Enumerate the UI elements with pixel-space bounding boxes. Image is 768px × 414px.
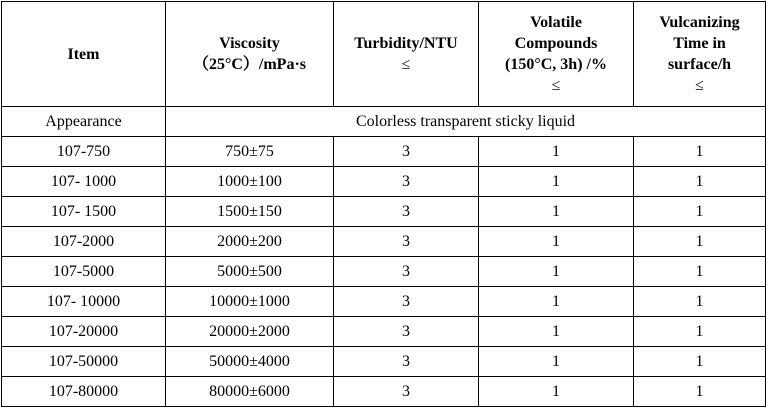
cell-viscosity: 1500±150 — [166, 197, 334, 227]
cell-vulcanizing: 1 — [634, 227, 766, 257]
header-viscosity-unit: （25°C）/mPa·s — [192, 56, 307, 73]
table-row — [2, 197, 766, 227]
cell-viscosity: 2000±200 — [166, 227, 334, 257]
cell-vulcanizing: 1 — [634, 197, 766, 227]
cell-volatile: 1 — [479, 227, 634, 257]
table-row — [2, 227, 766, 257]
cell-viscosity: 20000±2000 — [166, 317, 334, 347]
cell-turbidity: 3 — [334, 257, 479, 287]
header-volatile-limit-symbol: ≤ — [551, 77, 561, 94]
cell-item: 107- 1000 — [2, 167, 166, 197]
table-row — [2, 377, 766, 407]
cell-turbidity: 3 — [334, 167, 479, 197]
cell-viscosity: 10000±1000 — [166, 287, 334, 317]
cell-volatile: 1 — [479, 137, 634, 167]
cell-viscosity: 1000±100 — [166, 167, 334, 197]
cell-vulcanizing: 1 — [634, 377, 766, 407]
cell-volatile: 1 — [479, 317, 634, 347]
header-turbidity-label: Turbidity/NTU — [354, 35, 458, 52]
cell-item: 107- 10000 — [2, 287, 166, 317]
header-volatile-condition: (150°C, 3h) /% — [505, 56, 607, 73]
table-row — [2, 167, 766, 197]
cell-item: 107-20000 — [2, 317, 166, 347]
specification-table — [1, 1, 766, 407]
cell-viscosity: 50000±4000 — [166, 347, 334, 377]
cell-vulcanizing: 1 — [634, 167, 766, 197]
header-vulcanizing-label-2: Time in — [673, 35, 726, 52]
cell-volatile: 1 — [479, 287, 634, 317]
cell-volatile: 1 — [479, 197, 634, 227]
cell-turbidity: 3 — [334, 317, 479, 347]
cell-vulcanizing: 1 — [634, 257, 766, 287]
header-volatile-label-2: Compounds — [514, 35, 598, 52]
cell-turbidity: 3 — [334, 287, 479, 317]
cell-turbidity: 3 — [334, 227, 479, 257]
header-vulcanizing-limit-symbol: ≤ — [695, 77, 704, 94]
appearance-row — [2, 107, 766, 137]
cell-vulcanizing: 1 — [634, 137, 766, 167]
cell-turbidity: 3 — [334, 377, 479, 407]
cell-volatile: 1 — [479, 377, 634, 407]
header-volatile-label-1: Volatile — [530, 14, 582, 31]
header-viscosity-label: Viscosity — [219, 35, 280, 52]
cell-turbidity: 3 — [334, 137, 479, 167]
header-vulcanizing — [634, 2, 766, 107]
table-row — [2, 137, 766, 167]
cell-turbidity: 3 — [334, 197, 479, 227]
header-vulcanizing-label-3: surface/h — [667, 56, 732, 73]
header-item-label: Item — [67, 45, 100, 63]
cell-volatile: 1 — [479, 257, 634, 287]
table-body — [2, 107, 766, 407]
header-viscosity — [166, 2, 334, 107]
cell-vulcanizing: 1 — [634, 347, 766, 377]
table-row — [2, 257, 766, 287]
cell-vulcanizing: 1 — [634, 287, 766, 317]
appearance-label: Appearance — [2, 107, 166, 137]
cell-vulcanizing: 1 — [634, 317, 766, 347]
header-turbidity — [334, 2, 479, 107]
cell-viscosity: 5000±500 — [166, 257, 334, 287]
appearance-value: Colorless transparent sticky liquid — [166, 107, 766, 137]
header-turbidity-limit-symbol: ≤ — [401, 56, 411, 73]
cell-item: 107- 1500 — [2, 197, 166, 227]
table-header — [2, 2, 766, 107]
cell-item: 107-5000 — [2, 257, 166, 287]
cell-viscosity: 80000±6000 — [166, 377, 334, 407]
header-volatile — [479, 2, 634, 107]
table-row — [2, 287, 766, 317]
header-row — [2, 2, 766, 107]
cell-item: 107-750 — [2, 137, 166, 167]
cell-viscosity: 750±75 — [166, 137, 334, 167]
cell-item: 107-80000 — [2, 377, 166, 407]
cell-volatile: 1 — [479, 347, 634, 377]
cell-item: 107-50000 — [2, 347, 166, 377]
header-item — [2, 2, 166, 107]
header-vulcanizing-label-1: Vulcanizing — [659, 14, 740, 31]
table-row — [2, 317, 766, 347]
table-row — [2, 347, 766, 377]
cell-item: 107-2000 — [2, 227, 166, 257]
cell-volatile: 1 — [479, 167, 634, 197]
cell-turbidity: 3 — [334, 347, 479, 377]
